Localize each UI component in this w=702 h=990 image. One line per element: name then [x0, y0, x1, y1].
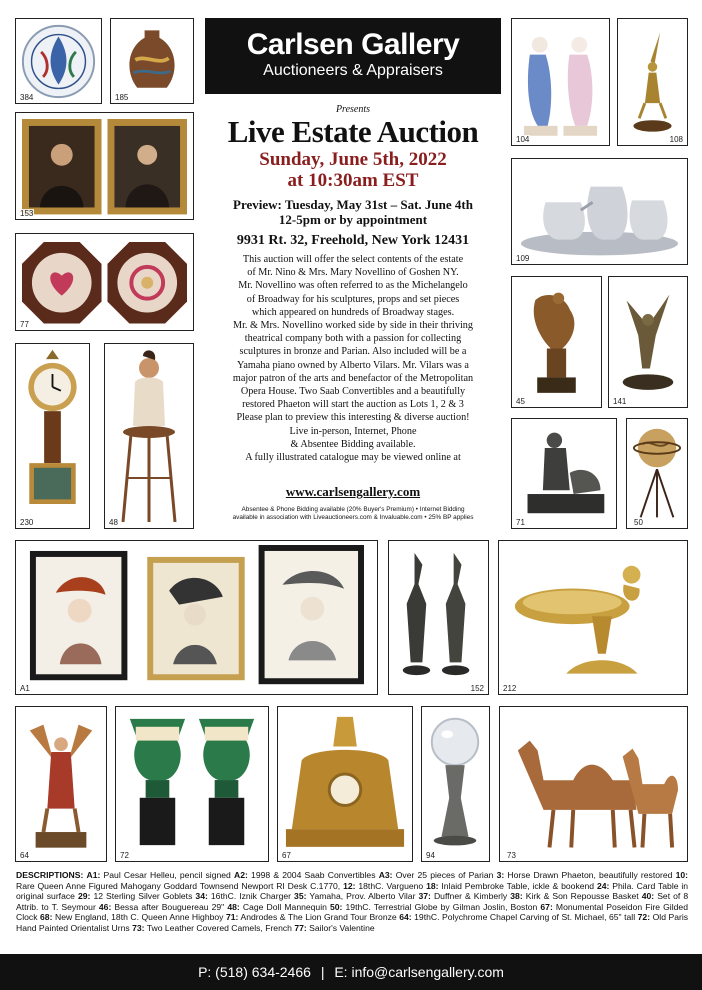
lot-key: 29: — [77, 891, 91, 902]
description-line: which appeared on hundreds of Broadway stages. — [251, 306, 455, 318]
lot-number: 109 — [516, 254, 530, 263]
auction-date — [190, 149, 516, 191]
lot-text: Monumental Poseidon Fire Gilded Clock — [16, 901, 688, 923]
lot-number: 152 — [470, 684, 484, 693]
lot-number: 48 — [109, 518, 118, 527]
description-line: theatrical company both with a passion for collecting — [244, 333, 462, 345]
lot-photo-mannequin — [104, 343, 194, 529]
lot-photo-lion-bronze — [511, 418, 617, 529]
lot-text: 16thC. Iznik Charger — [210, 891, 291, 902]
lot-descriptions — [16, 870, 688, 934]
lot-number: 185 — [115, 93, 129, 102]
crystal-ball-icon — [426, 711, 485, 854]
bronze-group-icon — [613, 281, 683, 402]
lot-number: 384 — [20, 93, 34, 102]
preview-info — [190, 197, 516, 227]
lot-photo-helleu-drawings — [15, 540, 378, 695]
lot-photo-vase — [110, 18, 194, 104]
description-line: This auction will offer the select contents of the estate — [242, 254, 464, 265]
lot-photo-globe — [626, 418, 688, 529]
gallery-tagline: Auctioneers & Appraisers — [263, 62, 443, 79]
lot-key: 38: — [510, 891, 523, 902]
lion-bronze-icon — [516, 423, 612, 523]
lot-key: 73: — [132, 922, 145, 933]
lot-number: 71 — [516, 518, 525, 527]
lot-key: 67: — [540, 901, 553, 912]
lot-number: 104 — [516, 135, 530, 144]
lot-key: 18: — [426, 880, 439, 891]
gilt-tazza-icon — [503, 545, 683, 690]
silver-tea-service-icon — [516, 163, 683, 261]
lot-key: 68: — [40, 912, 53, 923]
lot-photo-bronze-angel — [617, 18, 688, 146]
lot-text: 19thC. Polychrome Chapel Carving of St. Michael, 65" tall — [414, 912, 636, 923]
lot-photo-gilded-clock — [277, 706, 413, 862]
lot-text: 18thC. Vargueno — [358, 880, 424, 891]
lot-number: 50 — [634, 518, 643, 527]
lot-key: 24: — [596, 880, 610, 891]
lot-text: Over 25 pieces of Parian — [395, 870, 494, 880]
lot-text: 1998 & 2004 Saab Convertibles — [251, 870, 376, 880]
lot-key: 72: — [637, 912, 651, 923]
lot-text: 19thC. Terrestrial Globe by Gilman Joslin, Boston — [345, 901, 538, 912]
lot-number: 230 — [20, 518, 34, 527]
time-line: at 10:30am EST — [287, 170, 419, 191]
lot-number: 153 — [20, 209, 34, 218]
lot-text: Rare Queen Anne Figured Mahogany Goddard Townsend Newport RI Desk C.1770, — [16, 880, 341, 891]
contact-footer — [0, 954, 702, 990]
description-line: Yamaha piano owned by Alberto Vilars. Mr. Vilars was a — [237, 359, 469, 371]
lot-photo-camels — [499, 706, 688, 862]
doll-mannequin-icon — [109, 348, 189, 528]
preview-hours: 12-5pm or by appointment — [278, 212, 428, 227]
lot-number: 72 — [120, 851, 129, 860]
auction-title: Live Estate Auction — [227, 114, 479, 149]
description-line: of Broadway for his sculptures, props and set pieces — [246, 293, 460, 305]
preview-dates: Preview: Tuesday, May 31st – Sat. June 4th — [233, 197, 473, 212]
lot-text: Sailor's Valentine — [309, 922, 375, 933]
description-line: sculptures in bronze and Parian. Also included will be a — [239, 346, 467, 358]
lot-number: 212 — [503, 684, 517, 693]
lot-text: Inlaid Pembroke Table, ickle & bookend — [441, 880, 595, 891]
lot-number: 94 — [426, 851, 435, 860]
website-link[interactable]: www.carlsengallery.com — [285, 484, 421, 499]
email-address[interactable]: E: info@carlsengallery.com — [334, 964, 504, 980]
description-line: Mr. & Mrs. Novellino worked side by side in their thriving — [233, 320, 473, 332]
lot-key: 71: — [226, 912, 239, 923]
lot-key: DESCRIPTIONS: — [16, 870, 84, 880]
auction-address: 9931 Rt. 32, Freehold, New York 12431 — [236, 233, 470, 248]
lot-text: Phila. Card Table in original surface — [16, 880, 689, 902]
terrestrial-globe-icon — [631, 423, 683, 523]
description-line: of Mr. Nino & Mrs. Mary Novellino of Goshen NY. — [247, 267, 459, 279]
lot-key: 37: — [418, 891, 431, 902]
fine-print-line: available in association with Liveauctioneers.com & Invaluable.com • 25% BP applies — [232, 514, 474, 521]
lot-photo-silver-service — [511, 158, 688, 265]
lot-text: Cage Doll Mannequin — [242, 901, 327, 912]
lot-text: Yamaha, Prov. Alberto Vilar — [309, 891, 416, 902]
leather-camels-icon — [504, 711, 683, 857]
bidding-fine-print — [190, 506, 516, 522]
lot-number: 108 — [669, 135, 683, 144]
parian-figures-icon — [516, 23, 605, 142]
framed-drawings-icon — [20, 545, 373, 691]
lot-photo-cupid-bronze — [511, 276, 602, 408]
lot-photo-bronze-group — [608, 276, 688, 408]
lot-text: Bessa after Bouguereau 29" — [114, 901, 225, 912]
lot-photo-banjo-clock — [15, 343, 90, 529]
lot-key: 77: — [294, 922, 307, 933]
lot-photo-parian-figures — [511, 18, 610, 146]
description-line: Opera House. Two Saab Convertibles and a beautifully — [240, 386, 466, 398]
lot-key: 40: — [641, 891, 655, 902]
date-line: Sunday, June 5th, 2022 — [259, 149, 447, 170]
portrait-paintings-icon — [20, 117, 189, 216]
lot-key: 10: — [675, 870, 689, 880]
lot-photo-gilt-tazza — [498, 540, 688, 695]
lot-key: 12: — [343, 880, 356, 891]
lot-photo-saint-michael — [15, 706, 107, 862]
description-line: & Absentee Bidding available. — [290, 438, 416, 450]
description-line: major patron of the arts and benefactor of the Metropolitan — [232, 372, 474, 384]
saint-michael-carving-icon — [20, 711, 102, 855]
lot-key: 35: — [294, 891, 307, 902]
lot-text: 12 Sterling Silver Goblets — [93, 891, 193, 902]
lot-key: 46: — [98, 901, 112, 912]
description-line: Please plan to preview this interesting & diverse auction! — [236, 412, 470, 424]
lot-photo-plate — [15, 18, 102, 104]
banjo-clock-icon — [20, 348, 85, 515]
description-line: Mr. Novellino was often referred to as the Michelangelo — [238, 280, 468, 292]
gallery-name: Carlsen Gallery — [246, 28, 460, 61]
lot-key: 64: — [399, 912, 412, 923]
lot-text: Paul Cesar Helleu, pencil signed — [103, 870, 231, 880]
lot-photo-spelter-figures — [388, 540, 489, 695]
lot-number: 73 — [507, 851, 516, 860]
lot-key: A3: — [378, 870, 393, 880]
lot-key: 50: — [330, 901, 343, 912]
lot-key: 48: — [227, 901, 240, 912]
spelter-figures-icon — [393, 545, 484, 689]
presents-label: Presents — [335, 104, 371, 115]
lot-photo-portraits — [15, 112, 194, 220]
lot-number: A1 — [20, 684, 30, 693]
fine-print-line: Absentee & Phone Bidding available (20% Buyer's Premium) • Internet Bidding — [241, 506, 465, 513]
lot-number: 45 — [516, 397, 525, 406]
vase-icon — [115, 23, 189, 97]
lot-photo-valentine — [15, 233, 194, 331]
lot-text: Duffner & Kimberly — [433, 891, 508, 902]
lot-number: 77 — [20, 320, 29, 329]
lot-text: Kirk & Son Repousse Basket — [525, 891, 639, 902]
lot-number: 67 — [282, 851, 291, 860]
description-line: Live in-person, Internet, Phone — [289, 425, 417, 437]
lot-key: 34: — [195, 891, 208, 902]
lot-text: Horse Drawn Phaeton, beautifully restored — [507, 870, 673, 880]
bronze-angel-icon — [622, 23, 683, 137]
lot-key: A1: — [86, 870, 101, 880]
lot-number: 141 — [613, 397, 627, 406]
lot-photo-crystal-ball — [421, 706, 490, 862]
lot-text: Old Paris Hand Painted Orientalist Urns — [16, 912, 689, 933]
gallery-header — [205, 18, 501, 94]
description-line: restored Phaeton will start the auction as Lots 1, 2 & 3 — [242, 399, 464, 411]
iznik-plate-icon — [20, 23, 97, 100]
auction-description — [190, 253, 516, 464]
lot-key: 3: — [496, 870, 505, 880]
lot-text: Set of 8 Attrib. to T. Seymour — [16, 891, 689, 912]
lot-number: 64 — [20, 851, 29, 860]
footer-separator: | — [320, 964, 325, 980]
lot-text: New England, 18th C. Queen Anne Highboy — [54, 912, 224, 923]
cupid-bronze-icon — [516, 281, 597, 401]
lot-text: Two Leather Covered Camels, French — [146, 922, 292, 933]
gilded-clock-icon — [282, 711, 408, 857]
description-line: A fully illustrated catalogue may be viewed online at — [245, 452, 461, 464]
lot-key: A2: — [234, 870, 248, 880]
orientalist-urns-icon — [120, 711, 264, 857]
phone-number[interactable]: P: (518) 634-2466 — [198, 964, 311, 980]
lot-text: Androdes & The Lion Grand Tour Bronze — [240, 912, 397, 923]
lot-photo-paris-urns — [115, 706, 269, 862]
sailors-valentine-icon — [20, 238, 189, 327]
